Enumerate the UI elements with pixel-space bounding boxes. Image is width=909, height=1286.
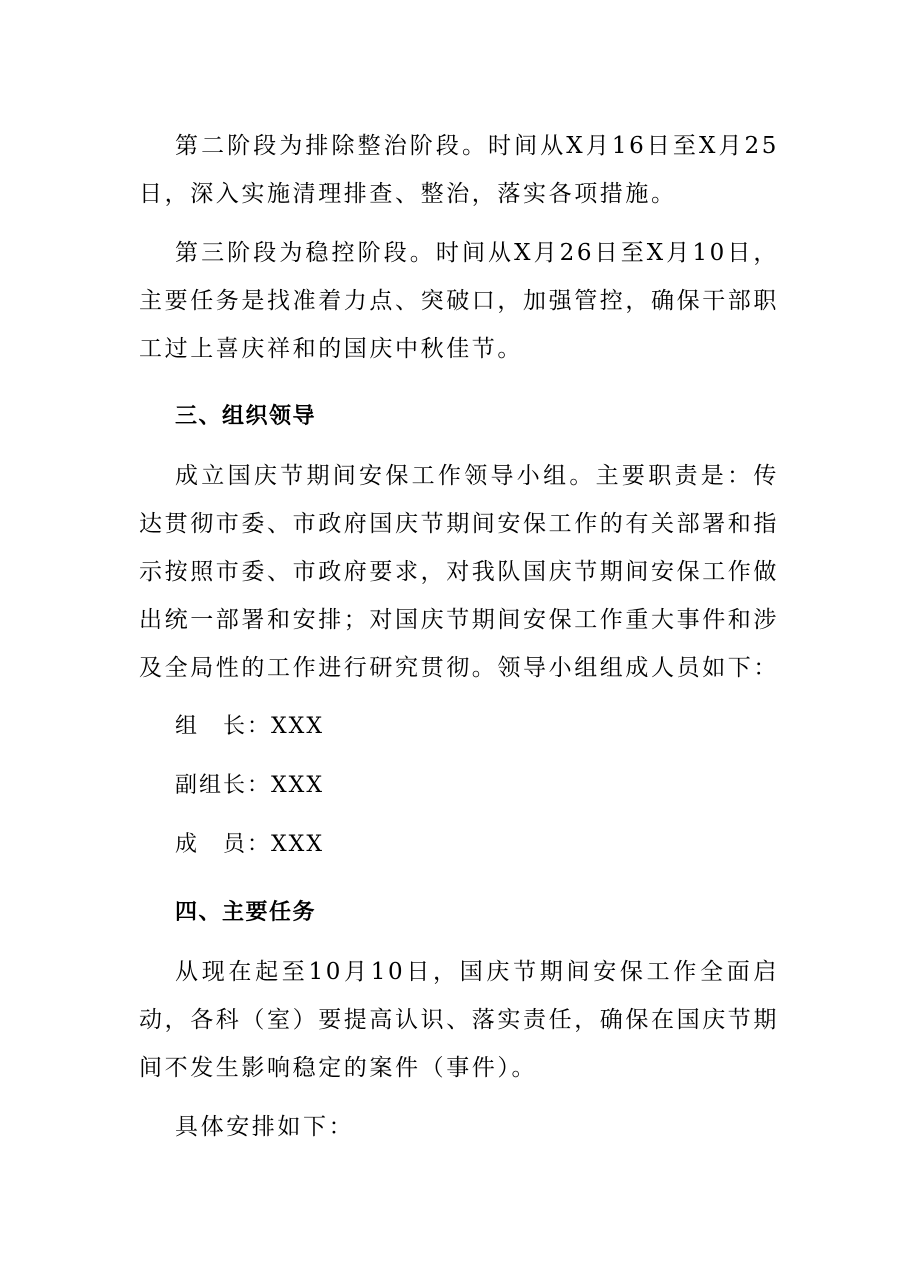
- section-heading-organization: 三、组织领导: [175, 404, 317, 429]
- section-heading-main-tasks: 四、主要任务: [175, 900, 317, 925]
- paragraph-leadership-group: 成立国庆节期间安保工作领导小组。主要职责是：传达贯彻市委、市政府国庆节期间安保工作的有关部署和指示按照市委、市政府要求，对我队国庆节期间安保工作做出统一部署和安排；对国庆节期间安保工作重大事件和涉及全局性的工作进行研究贯彻。领导小组组成人员如下：: [139, 463, 779, 681]
- member-deputy-leader: 副组长：XXX: [175, 773, 324, 798]
- paragraph-specific-arrangements: 具体安排如下：: [175, 1114, 355, 1140]
- paragraph-stage-three: 第三阶段为稳控阶段。时间从X月26日至X月10日，主要任务是找准着力点、突破口，加强管控，确保干部职工过上喜庆祥和的国庆中秋佳节。: [139, 240, 779, 362]
- paragraph-main-tasks: 从现在起至10月10日，国庆节期间安保工作全面启动，各科（室）要提高认识、落实责任，确保在国庆节期间不发生影响稳定的案件（事件）。: [139, 959, 779, 1081]
- paragraph-stage-two: 第二阶段为排除整治阶段。时间从X月16日至X月25日，深入实施清理排查、整治，落实各项措施。: [139, 133, 779, 207]
- document-body: [139, 122, 779, 1151]
- member-leader: 组 长：XXX: [175, 714, 324, 739]
- member-staff: 成 员：XXX: [175, 832, 324, 857]
